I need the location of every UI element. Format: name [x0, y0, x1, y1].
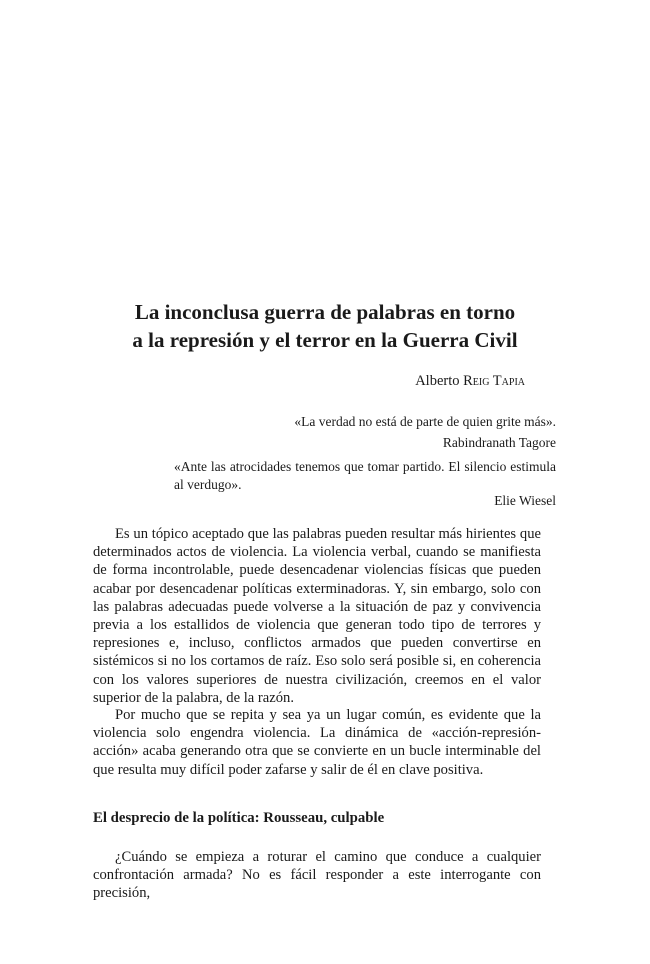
chapter-title-line-2: a la represión y el terror en la Guerra Civil — [132, 328, 518, 352]
body-paragraph-3-text: ¿Cuándo se empieza a roturar el camino que conduce a cualquier confrontación armada? No es fácil responder a este interrogante con precisión, — [93, 849, 541, 902]
author-first-name: Alberto — [415, 373, 460, 389]
body-paragraph-2-text: Por mucho que se repita y sea ya un lugar común, es evidente que la violencia solo engendra violencia. La dinámica de «acción-represión-acción» acaba generando otra que se convierte en un bucle interminable del que resulta muy difícil poder zafarse y salir de él en clave positiva. — [93, 707, 541, 778]
body-paragraph-1-text: Es un tópico aceptado que las palabras pueden resultar más hirientes que determinados actos de violencia. La violencia verbal, cuando se manifiesta de forma incontrolable, puede desencadenar violencias físicas que pueden acabar por desencadenar políticas exterminadoras. Y, sin embargo, solo con las palabras adecuadas puede volverse a la situación de paz y convivencia previa a los estallidos de violencia que generan todo tipo de terrores y represiones e, incluso, conflictos armados que pueden convertirse en sistémicos si no los cortamos de raíz. Eso solo será posible si, en coherencia con los valores superiores de nuestra civilización, creemos en el valor superior de la palabra, de la razón. — [93, 526, 541, 706]
body-paragraph-3 — [93, 848, 541, 903]
body-paragraph-1 — [93, 525, 541, 707]
epigraph-1 — [258, 413, 556, 452]
epigraph-2 — [174, 458, 556, 510]
chapter-title — [60, 298, 590, 354]
epigraph-2-text: «Ante las atrocidades tenemos que tomar partido. El silencio estimula al verdugo». — [174, 459, 556, 492]
section-heading: El desprecio de la política: Rousseau, culpable — [93, 810, 385, 826]
epigraph-1-source: Rabindranath Tagore — [442, 435, 556, 450]
author-name — [415, 372, 525, 390]
body-paragraph-2 — [93, 706, 541, 779]
epigraph-2-source: Elie Wiesel — [494, 493, 556, 508]
chapter-title-line-1: La inconclusa guerra de palabras en torno — [134, 300, 516, 324]
author-last-name: Reig Tapia — [463, 373, 525, 389]
epigraph-1-text: «La verdad no está de parte de quien grite más». — [294, 414, 556, 429]
